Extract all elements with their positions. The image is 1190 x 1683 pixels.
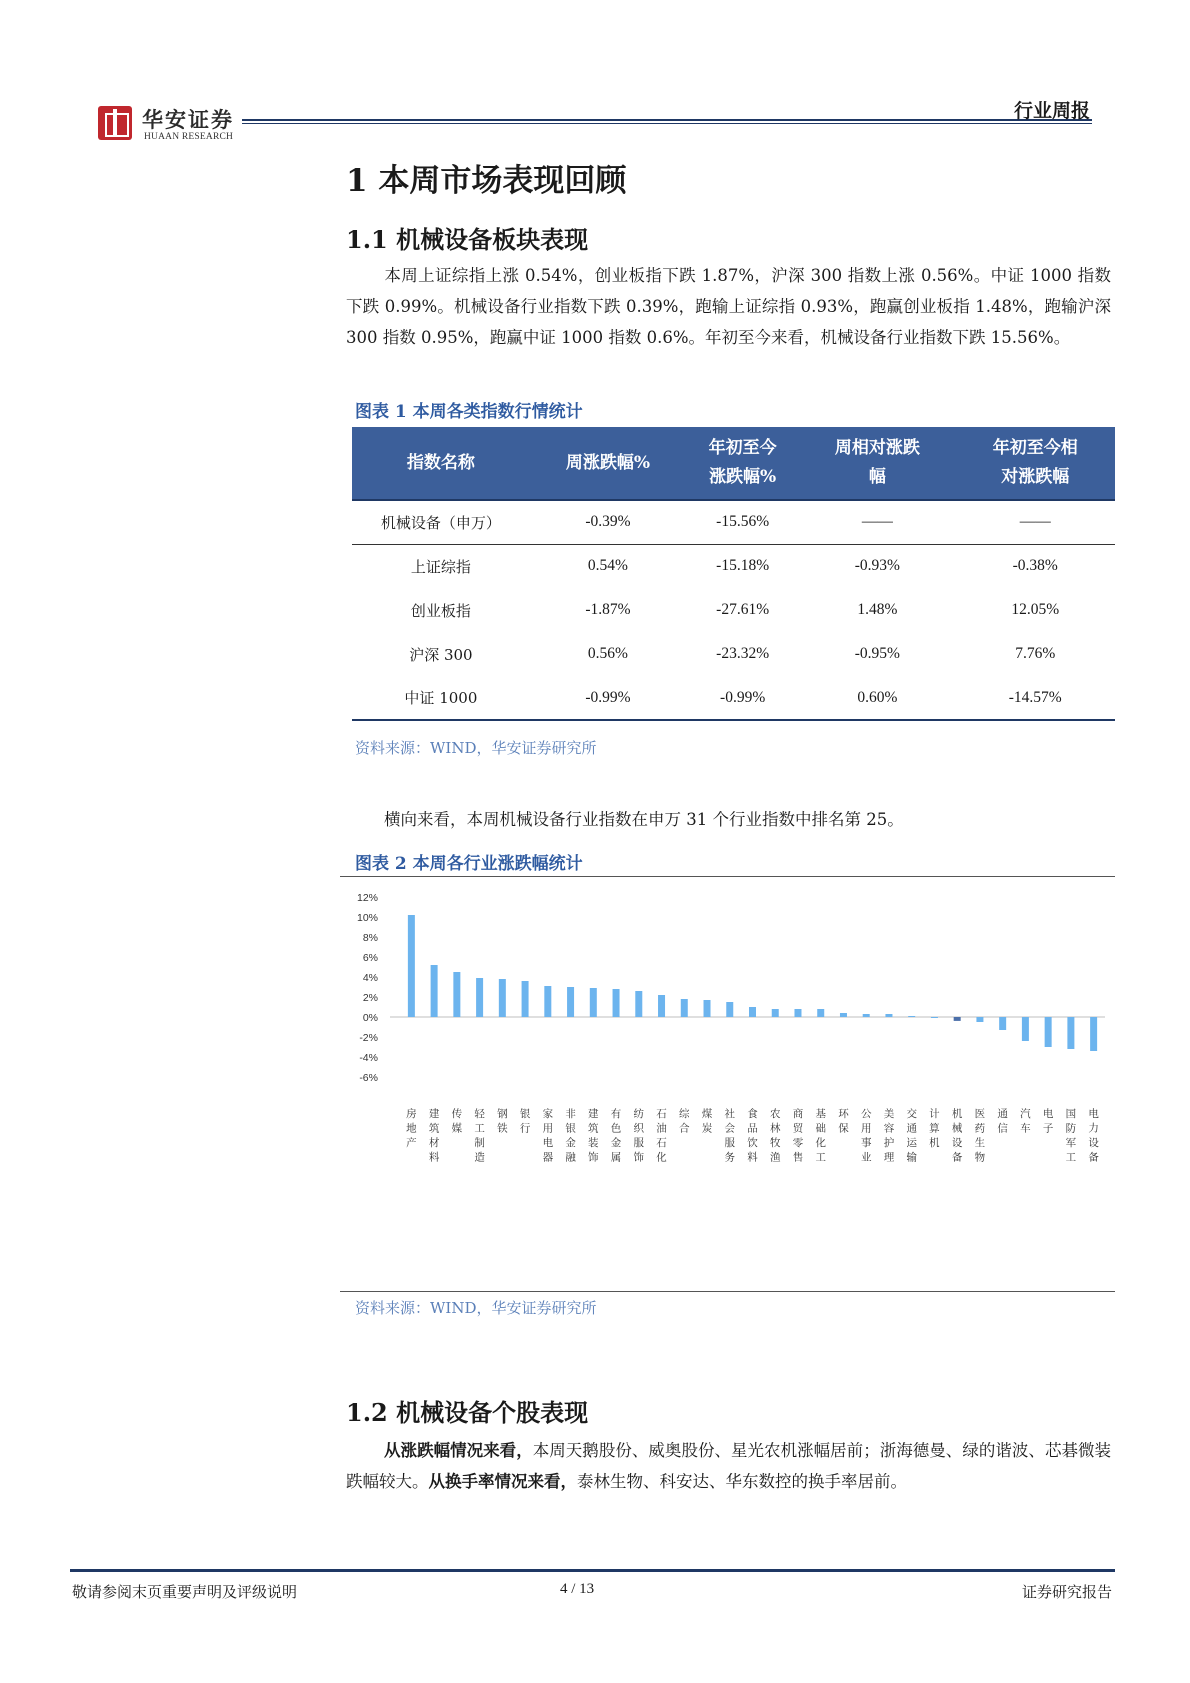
- y-tick-label: -2%: [359, 1032, 378, 1044]
- col-header: 周相对涨跌 幅: [799, 427, 955, 500]
- y-tick-label: 4%: [362, 972, 378, 984]
- x-tick-label: 计算机: [929, 1108, 940, 1149]
- table-cell: ——: [955, 500, 1115, 544]
- table-cell: 0.60%: [799, 676, 955, 720]
- table-header-row: [352, 427, 1115, 500]
- table-cell: -15.56%: [686, 500, 799, 544]
- stock-paragraph: [346, 1435, 1111, 1497]
- bar: [1022, 1017, 1029, 1041]
- bar: [1067, 1017, 1074, 1049]
- x-tick-label: 基础化工: [815, 1108, 826, 1164]
- bar: [726, 1002, 733, 1017]
- table-row: [352, 588, 1115, 632]
- table-row: [352, 632, 1115, 676]
- bar: [863, 1014, 870, 1017]
- table-cell: 创业板指: [410, 601, 471, 620]
- table-cell: -0.39%: [530, 500, 686, 544]
- table-cell: -0.38%: [1012, 557, 1058, 575]
- col-header: 年初至今相 对涨跌幅: [955, 427, 1115, 500]
- bar: [1045, 1017, 1052, 1047]
- report-type: 行业周报: [1013, 100, 1090, 122]
- x-tick-label: 家用电器: [542, 1108, 554, 1164]
- y-tick-label: 10%: [356, 912, 378, 924]
- bar: [908, 1016, 915, 1017]
- x-tick-label: 医药生物: [974, 1108, 986, 1164]
- x-tick-label: 商贸零售: [792, 1108, 804, 1164]
- table-row: [352, 500, 1115, 544]
- x-tick-label: 建筑装饰: [588, 1108, 599, 1164]
- table-cell: 沪深 300: [409, 645, 473, 664]
- body-text-2: 泰林生物、科安达、华东数控的换手率居前。: [577, 1472, 907, 1491]
- x-tick-label: 公用事业: [860, 1108, 872, 1164]
- section-title: 1 本周市场表现回顾: [346, 163, 627, 199]
- x-tick-label: 美容护理: [883, 1108, 895, 1164]
- figure2-title: 图表 2 本周各行业涨跌幅统计: [355, 854, 583, 874]
- index-table: [352, 427, 1115, 721]
- y-tick-label: 2%: [362, 992, 378, 1004]
- subsection-title-1-1: 1.1 机械设备板块表现: [346, 225, 589, 254]
- lead-text-2: 从换手率情况来看，: [428, 1472, 577, 1491]
- table-cell: -0.99%: [686, 676, 799, 720]
- table-cell: -27.61%: [716, 601, 770, 618]
- x-tick-label: 非银金融: [565, 1108, 576, 1164]
- lead-text-1: 从涨跌幅情况来看，: [384, 1441, 533, 1460]
- bar: [408, 915, 415, 1017]
- y-tick-label: 0%: [362, 1012, 378, 1024]
- x-tick-label: 农林牧渔: [769, 1108, 781, 1164]
- footer-divider: [70, 1569, 1115, 1572]
- bar: [954, 1017, 961, 1021]
- y-tick-label: -6%: [359, 1072, 378, 1084]
- y-tick-label: 12%: [356, 892, 378, 904]
- figure1-source: 资料来源：WIND，华安证券研究所: [355, 739, 597, 757]
- industry-bar-chart: [340, 876, 1115, 1292]
- bar: [544, 986, 551, 1017]
- x-tick-label: 电子: [1042, 1108, 1054, 1135]
- bar: [476, 978, 483, 1017]
- x-tick-label: 传媒: [451, 1108, 463, 1135]
- header-divider: [242, 119, 1092, 121]
- x-tick-label: 银行: [519, 1108, 531, 1135]
- bar: [1090, 1017, 1097, 1051]
- bar: [431, 965, 438, 1017]
- x-tick-label: 社会服务: [724, 1108, 736, 1164]
- x-tick-label: 钢铁: [497, 1108, 508, 1135]
- brand-name: 华安证券: [142, 107, 234, 132]
- table-cell: -0.93%: [854, 557, 900, 575]
- bar: [681, 999, 688, 1017]
- x-tick-label: 机械设备: [951, 1108, 963, 1164]
- brand-logo-icon: [98, 106, 132, 140]
- figure2-source: 资料来源：WIND，华安证券研究所: [355, 1299, 597, 1317]
- table-cell: -23.32%: [716, 645, 770, 662]
- bar: [658, 995, 665, 1017]
- bar: [772, 1009, 779, 1017]
- bar: [885, 1014, 892, 1017]
- table-cell: -15.18%: [716, 557, 770, 575]
- table-cell: 12.05%: [1011, 601, 1060, 618]
- bar: [999, 1017, 1006, 1030]
- y-tick-label: 8%: [362, 932, 378, 944]
- table-cell: 上证综指: [410, 557, 471, 576]
- table-cell: -1.87%: [585, 601, 631, 618]
- x-tick-label: 通信: [997, 1108, 1008, 1135]
- table-cell: -14.57%: [955, 676, 1115, 720]
- summary-text: 本周上证综指上涨 0.54%，创业板指下跌 1.87%，沪深 300 指数上涨 0.56%。中证 1000 指数下跌 0.99%。机械设备行业指数下跌 0.39%，跑输上证综指 0.93%，跑赢创业板指 1.48%，跑输沪深 300 指数 0.95%，跑赢中证 1000 指数 0.6%。年初至今来看，机械设备行业指数下跌 15.56%。: [346, 266, 1111, 347]
- ranking-paragraph: [346, 804, 1111, 835]
- bar: [567, 987, 574, 1017]
- ranking-text: 横向来看，本周机械设备行业指数在申万 31 个行业指数中排名第 25。: [384, 810, 904, 829]
- x-tick-label: 有色金属: [610, 1108, 622, 1164]
- bar: [499, 979, 506, 1017]
- x-tick-label: 建筑材料: [428, 1108, 440, 1164]
- bar: [704, 1000, 711, 1017]
- x-tick-label: 房地产: [406, 1108, 417, 1149]
- bar: [794, 1009, 801, 1017]
- body-text-1: 本周天鹅股份、威奥股份、星光农机涨幅居前；浙海德曼、绿的谐波、芯碁微装跌幅较大。: [346, 1441, 1112, 1491]
- table-cell: 0.54%: [587, 557, 628, 575]
- bar: [817, 1009, 824, 1017]
- table-row: [352, 676, 1115, 720]
- table-cell: 0.56%: [587, 645, 628, 662]
- table-cell: 1.48%: [857, 601, 898, 618]
- bar: [613, 989, 620, 1017]
- x-tick-label: 石油石化: [656, 1108, 667, 1164]
- x-tick-label: 国防军工: [1065, 1108, 1077, 1164]
- table-cell: 机械设备（申万）: [352, 500, 530, 544]
- bar: [522, 981, 529, 1017]
- brand-name-en: HUAAN RESEARCH: [144, 132, 234, 142]
- figure1-title: 图表 1 本周各类指数行情统计: [355, 402, 583, 422]
- table-cell: -0.99%: [530, 676, 686, 720]
- bar: [976, 1017, 983, 1022]
- table-cell: 中证 1000: [352, 676, 530, 720]
- subsection-title-1-2: 1.2 机械设备个股表现: [346, 1398, 589, 1427]
- footer-disclaimer: 敬请参阅末页重要声明及评级说明: [72, 1583, 298, 1601]
- table-row: [352, 544, 1115, 588]
- col-header: 指数名称: [352, 427, 530, 500]
- x-tick-label: 综合: [679, 1108, 690, 1135]
- table-cell: 7.76%: [1015, 645, 1056, 662]
- x-tick-label: 电力设备: [1088, 1108, 1099, 1164]
- bar: [453, 972, 460, 1017]
- x-tick-label: 纺织服饰: [633, 1108, 645, 1164]
- bar: [749, 1007, 756, 1017]
- x-tick-label: 汽车: [1020, 1108, 1031, 1135]
- x-tick-label: 轻工制造: [474, 1108, 485, 1164]
- col-header: 年初至今 涨跌幅%: [686, 427, 799, 500]
- x-tick-label: 煤炭: [701, 1108, 713, 1135]
- x-tick-label: 食品饮料: [747, 1108, 758, 1164]
- footer-report-label: 证券研究报告: [1021, 1583, 1112, 1601]
- y-tick-label: 6%: [362, 952, 378, 964]
- bar: [635, 991, 642, 1017]
- table-cell: -0.95%: [854, 645, 900, 662]
- col-header: 周涨跌幅%: [530, 427, 686, 500]
- header-divider-thin: [242, 123, 1092, 124]
- bar: [590, 988, 597, 1017]
- table-cell: ——: [799, 500, 955, 544]
- y-tick-label: -4%: [359, 1052, 378, 1064]
- summary-paragraph: [346, 260, 1111, 353]
- bar: [840, 1013, 847, 1017]
- x-tick-label: 环保: [838, 1108, 849, 1135]
- bar: [931, 1017, 938, 1018]
- x-tick-label: 交通运输: [906, 1108, 917, 1164]
- chart-svg: [340, 877, 1115, 1293]
- page-number: 4 / 13: [560, 1581, 595, 1597]
